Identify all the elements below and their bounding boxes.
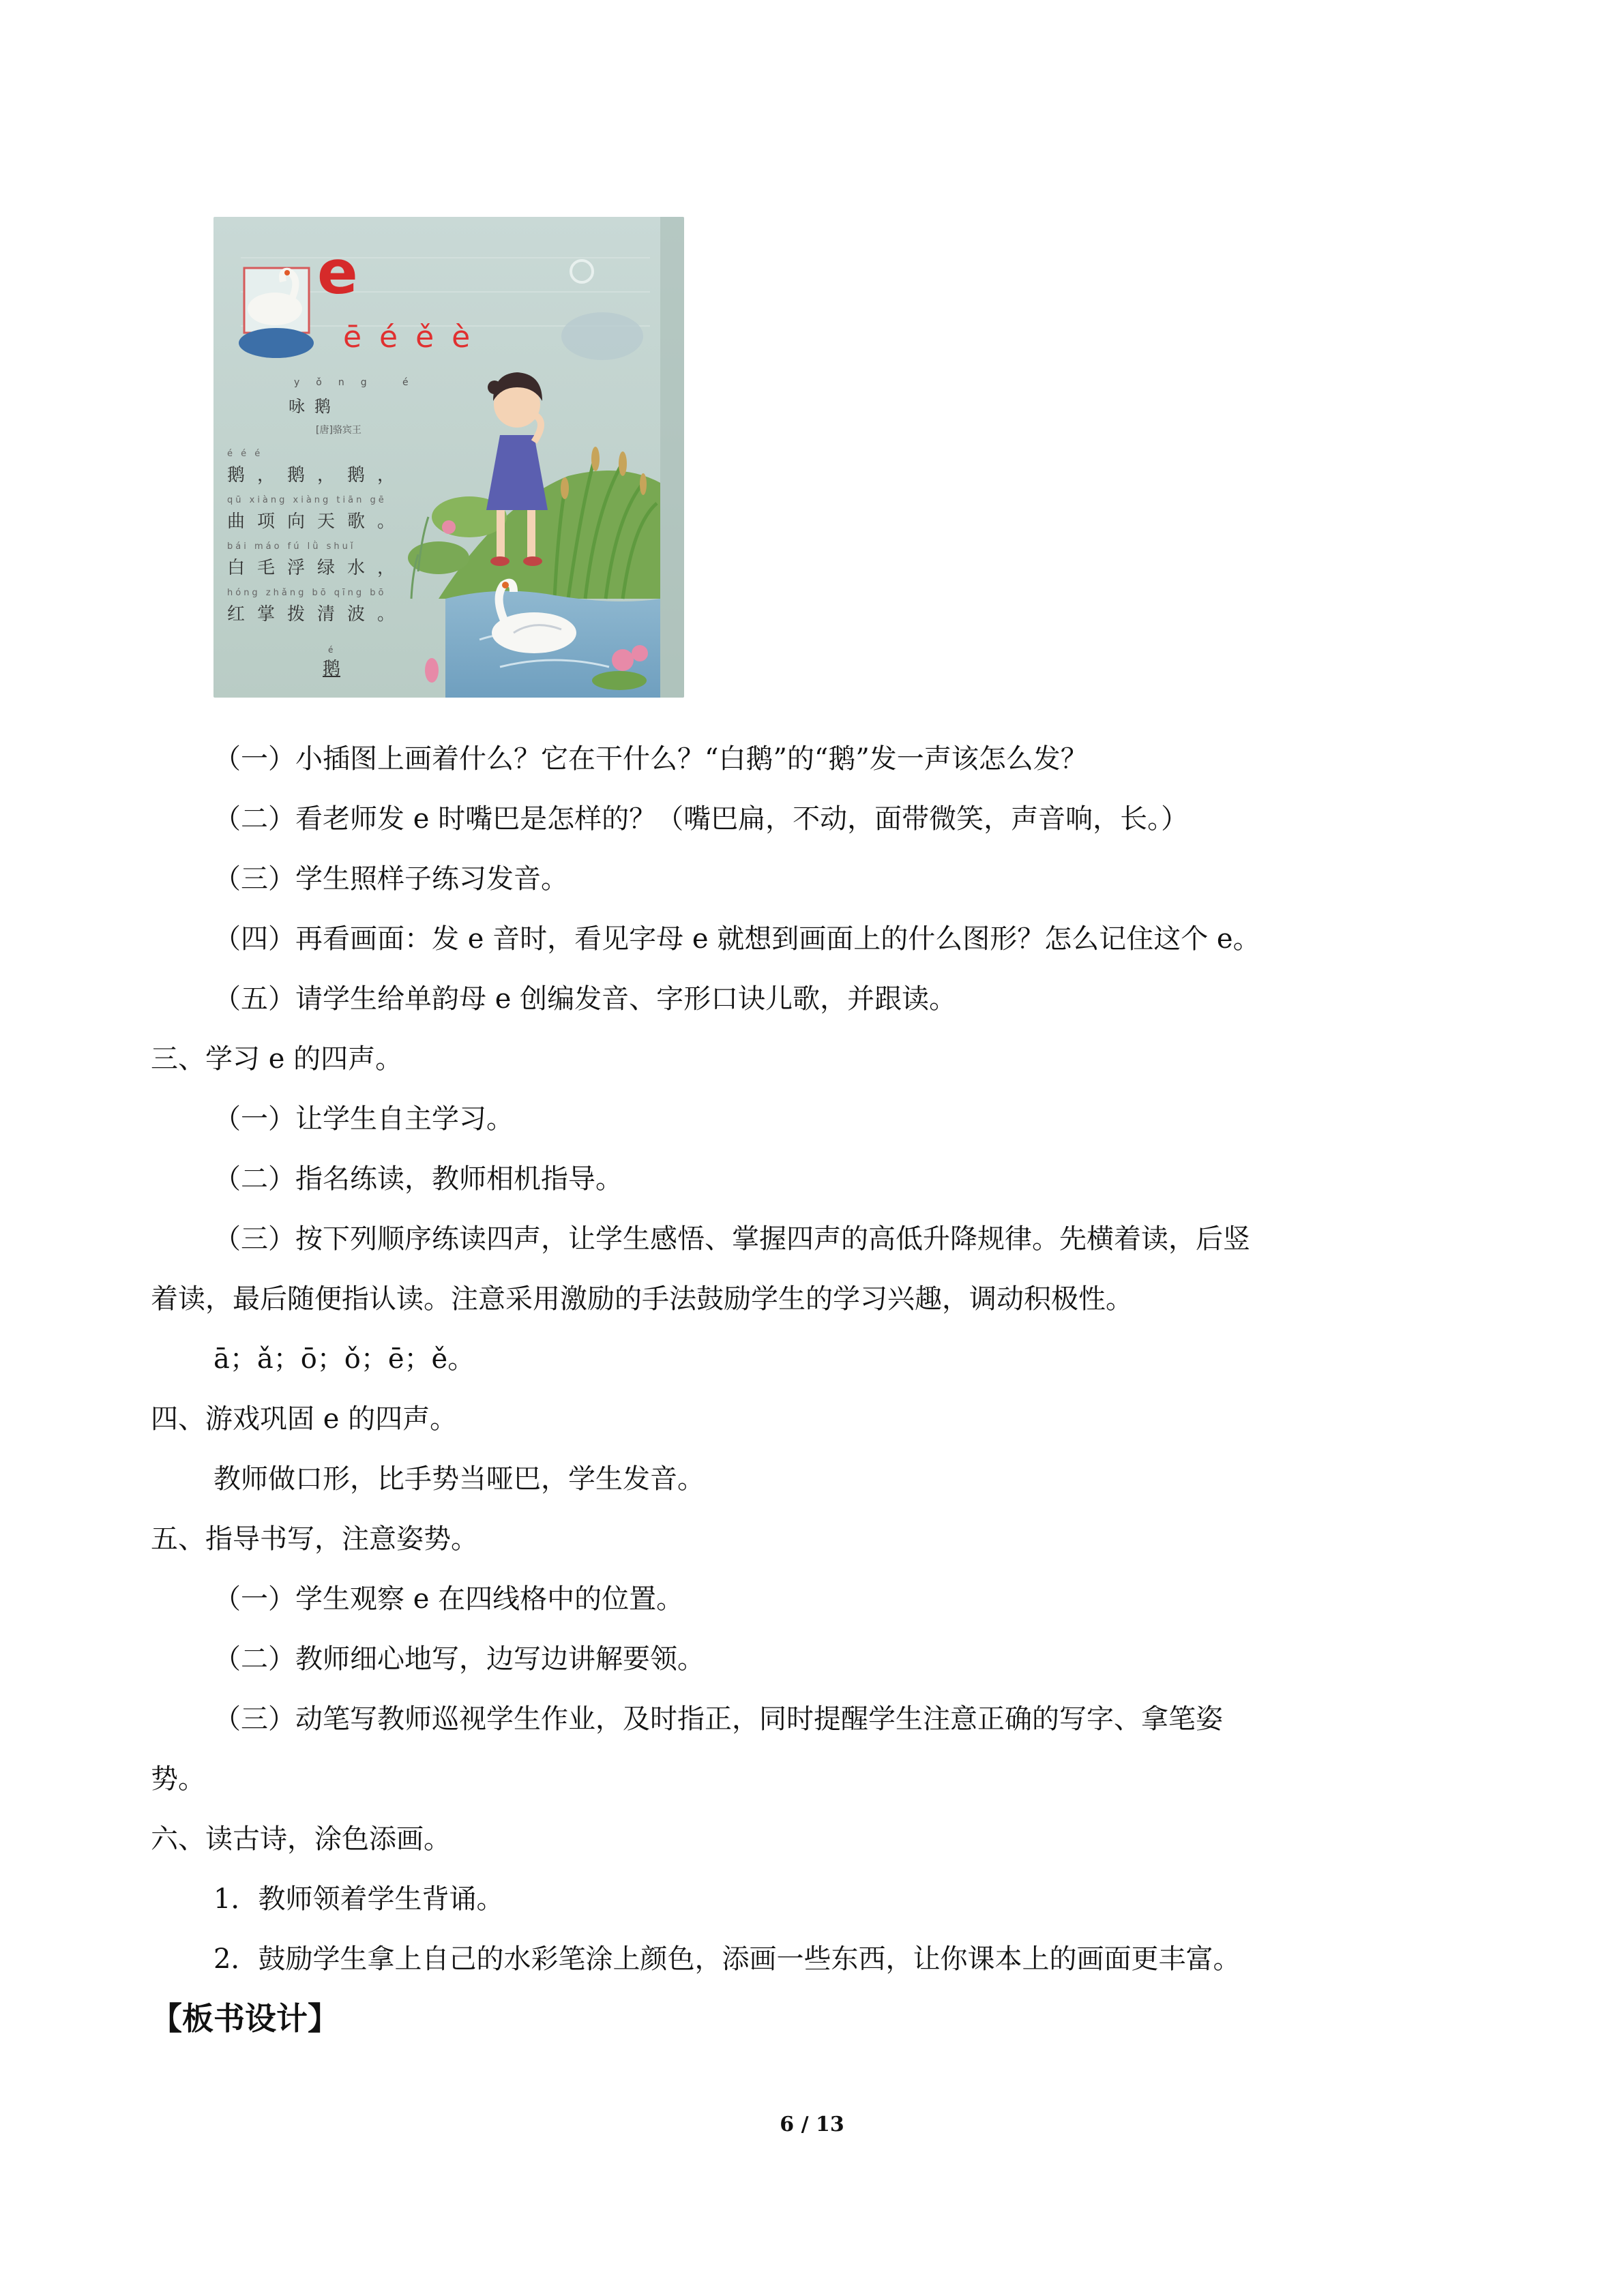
text-line: 1．教师领着学生背诵。: [213, 1883, 504, 1915]
section-title: 四、游戏巩固 e 的四声。: [151, 1403, 458, 1435]
text-line: 着读，最后随便指认读。注意采用激励的手法鼓励学生的学习兴趣，调动积极性。: [151, 1283, 1133, 1315]
letter-e: e: [317, 237, 358, 308]
poem-line-pinyin: qū xiàng xiàng tiān gē: [227, 495, 387, 505]
poem-line: 红掌拨清波。: [227, 604, 408, 625]
section-title: 六、读古诗，涂色添画。: [151, 1823, 451, 1855]
poem-line-pinyin: é é é: [227, 449, 263, 459]
poem-line-pinyin: hóng zhǎng bō qīng bō: [227, 588, 387, 598]
section-heading: 【板书设计】: [151, 2000, 339, 2037]
section-title: 五、指导书写，注意姿势。: [151, 1523, 478, 1555]
text-line: （三）学生照样子练习发音。: [213, 863, 568, 895]
section-title: 三、学习 e 的四声。: [151, 1043, 403, 1075]
poem-line: 白毛浮绿水，: [227, 558, 408, 578]
tone-practice-line: ā；ǎ；ō；ǒ；ē；ě。: [213, 1343, 475, 1375]
bottom-pinyin: é: [328, 645, 334, 655]
text-line: 教师做口形，比手势当哑巴，学生发音。: [213, 1463, 705, 1495]
text-line: （二）看老师发 e 时嘴巴是怎样的？（嘴巴扁，不动，面带微笑，声音响，长。）: [213, 803, 1189, 835]
text-line: （二）指名练读，教师相机指导。: [213, 1163, 623, 1195]
illustration-artwork: [213, 217, 684, 698]
text-line: （三）按下列顺序练读四声，让学生感悟、掌握四声的高低升降规律。先横着读，后竖: [213, 1223, 1250, 1255]
poem-title: 咏鹅: [289, 397, 340, 416]
swan-badge-icon: [239, 268, 314, 358]
poem-line-pinyin: bái máo fú lǜ shuǐ: [227, 541, 356, 552]
text-line: （三）动笔写教师巡视学生作业，及时指正，同时提醒学生注意正确的写字、拿笔姿: [213, 1703, 1223, 1735]
text-line: （四）再看画面：发 e 音时，看见字母 e 就想到画面上的什么图形？怎么记住这个 e。: [213, 923, 1260, 955]
page-number: 6 / 13: [780, 2113, 844, 2136]
text-line: （五）请学生给单韵母 e 创编发音、字形口诀儿歌，并跟读。: [213, 983, 957, 1015]
text-line: （一）学生观察 e 在四线格中的位置。: [213, 1583, 684, 1615]
text-line: 2．鼓励学生拿上自己的水彩笔涂上颜色，添画一些东西，让你课本上的画面更丰富。: [213, 1943, 1241, 1975]
text-line: 势。: [151, 1763, 205, 1795]
poem-title-pinyin: yǒng é: [294, 377, 425, 388]
text-line: （一）小插图上画着什么？它在干什么？“白鹅”的“鹅”发一声该怎么发？: [213, 743, 1088, 775]
textbook-illustration: [213, 217, 684, 698]
text-line: （二）教师细心地写，边写边讲解要领。: [213, 1643, 705, 1675]
text-line: （一）让学生自主学习。: [213, 1103, 514, 1135]
tone-marks: ē é ě è: [343, 320, 475, 355]
poem-line: 曲项向天歌。: [227, 511, 408, 532]
poem-line: 鹅，鹅，鹅，: [227, 465, 408, 486]
bottom-character: 鹅: [323, 659, 341, 679]
poem-author: [唐]骆宾王: [316, 425, 361, 436]
